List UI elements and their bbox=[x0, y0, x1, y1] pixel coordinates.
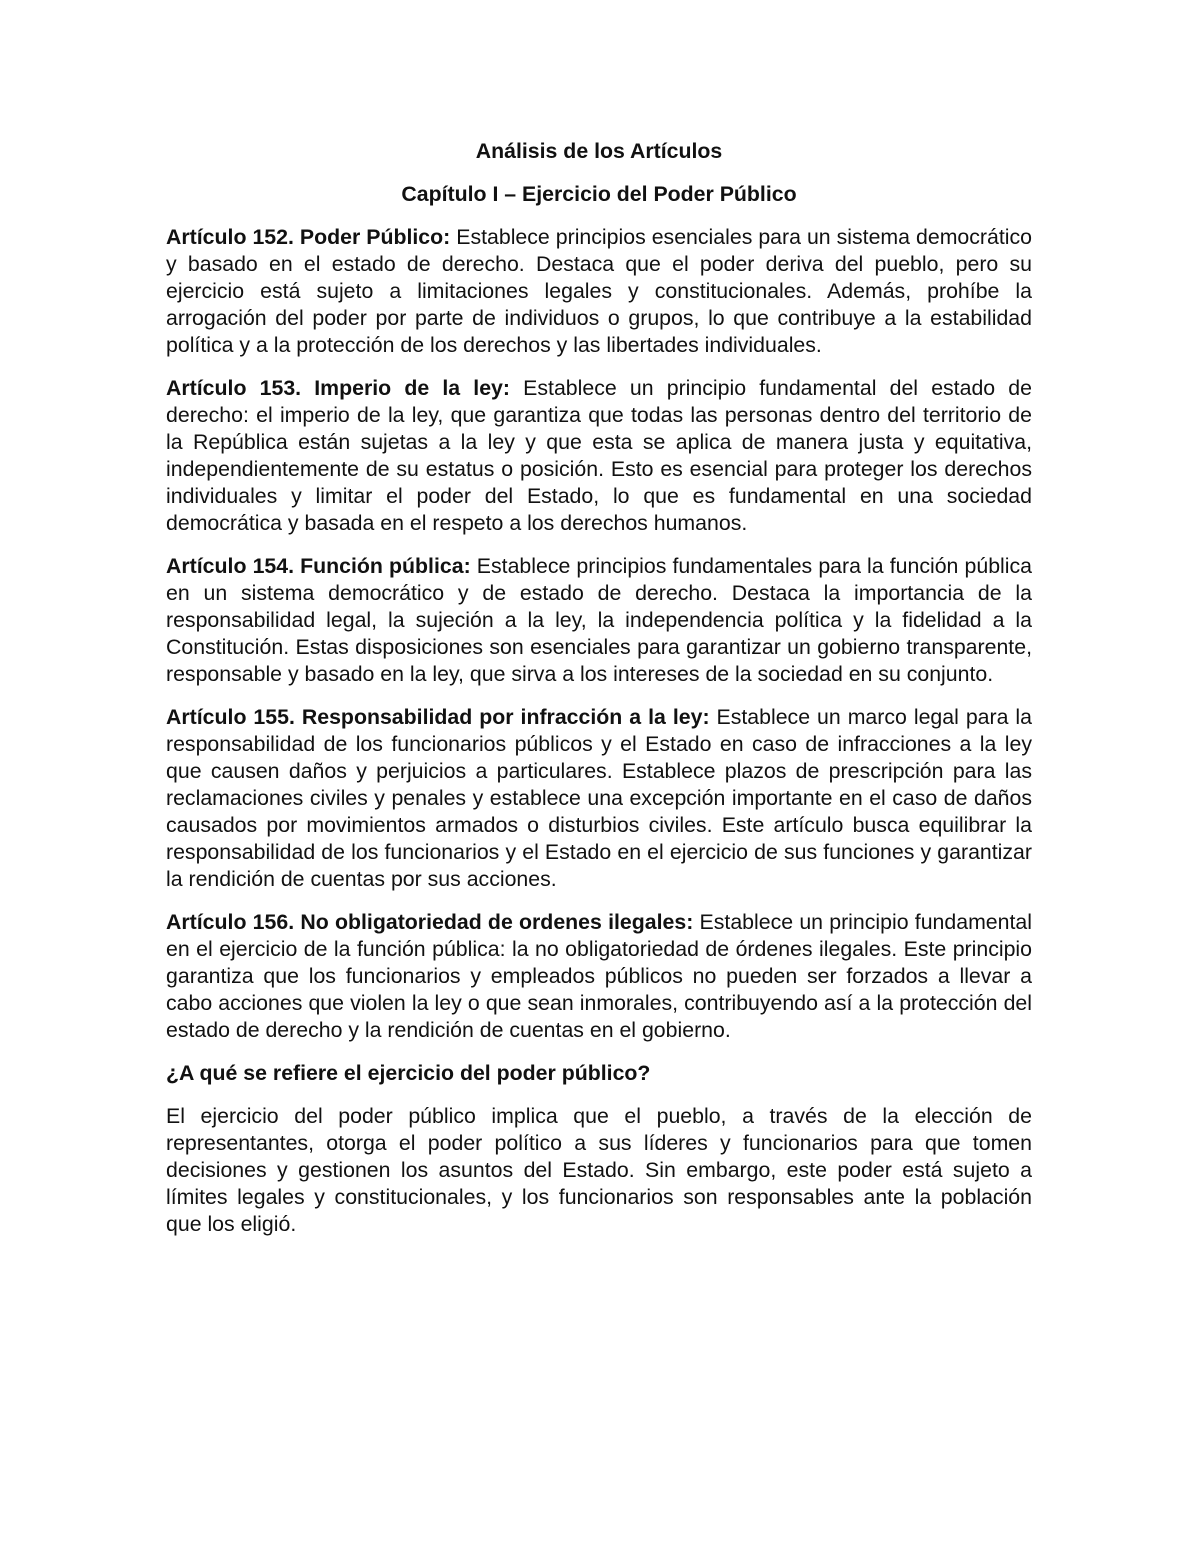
article-heading: Artículo 156. No obligatoriedad de ordenes ilegales: bbox=[166, 910, 694, 934]
article-text: Establece un principio fundamental en el ejercicio de la función pública: la no obligatoriedad de órdenes ilegales. Este principio garantiza que los funcionarios y empleados públicos no pueden ser forzados a llevar a cabo acciones que violen la ley o que sean inmorales, contribuyendo así a la protección del estado de derecho y la rendición de cuentas en el gobierno. bbox=[166, 910, 1032, 1042]
article-heading: Artículo 152. Poder Público: bbox=[166, 225, 451, 249]
question-heading: ¿A qué se refiere el ejercicio del poder público? bbox=[166, 1061, 651, 1085]
article-155 bbox=[166, 704, 1032, 893]
article-heading: Artículo 153. Imperio de la ley: bbox=[166, 376, 510, 400]
article-154 bbox=[166, 553, 1032, 688]
answer-paragraph: El ejercicio del poder público implica que el pueblo, a través de la elección de representantes, otorga el poder político a sus líderes y funcionarios para que tomen decisiones y gestionen los asuntos del Estado. Sin embargo, este poder está sujeto a límites legales y constitucionales, y los funcionarios son responsables ante la población que los eligió. bbox=[166, 1104, 1032, 1236]
article-heading: Artículo 154. Función pública: bbox=[166, 554, 471, 578]
article-156 bbox=[166, 909, 1032, 1044]
article-heading: Artículo 155. Responsabilidad por infracción a la ley: bbox=[166, 705, 710, 729]
article-text: Establece principios esenciales para un sistema democrático y basado en el estado de derecho. Destaca que el poder deriva del pueblo, pero su ejercicio está sujeto a limitaciones legales y constitucionales. Además, prohíbe la arrogación del poder por parte de individuos o grupos, lo que contribuye a la estabilidad política y a la protección de los derechos y las libertades individuales. bbox=[166, 225, 1032, 357]
article-152 bbox=[166, 224, 1032, 359]
document-title: Análisis de los Artículos bbox=[475, 139, 723, 163]
article-153 bbox=[166, 375, 1032, 537]
chapter-heading: Capítulo I – Ejercicio del Poder Público bbox=[401, 182, 797, 206]
article-text: Establece un marco legal para la responsabilidad de los funcionarios públicos y el Estado en caso de infracciones a la ley que causen daños y perjuicios a particulares. Establece plazos de prescripción para las reclamaciones civiles y penales y establece una excepción importante en el caso de daños causados por movimientos armados o disturbios civiles. Este artículo busca equilibrar la responsabilidad de los funcionarios y el Estado en el ejercicio de sus funciones y garantizar la rendición de cuentas por sus acciones. bbox=[166, 705, 1032, 891]
article-text: Establece un principio fundamental del estado de derecho: el imperio de la ley, que garantiza que todas las personas dentro del territorio de la República están sujetas a la ley y que esta se aplica de manera justa y equitativa, independientemente de su estatus o posición. Esto es esencial para proteger los derechos individuales y limitar el poder del Estado, lo que es fundamental en una sociedad democrática y basada en el respeto a los derechos humanos. bbox=[166, 376, 1032, 535]
article-text: Establece principios fundamentales para la función pública en un sistema democrático y de estado de derecho. Destaca la importancia de la responsabilidad legal, la sujeción a la ley, la independencia política y la fidelidad a la Constitución. Estas disposiciones son esenciales para garantizar un gobierno transparente, responsable y basado en la ley, que sirva a los intereses de la sociedad en su conjunto. bbox=[166, 554, 1033, 686]
document-page bbox=[166, 138, 1032, 1254]
